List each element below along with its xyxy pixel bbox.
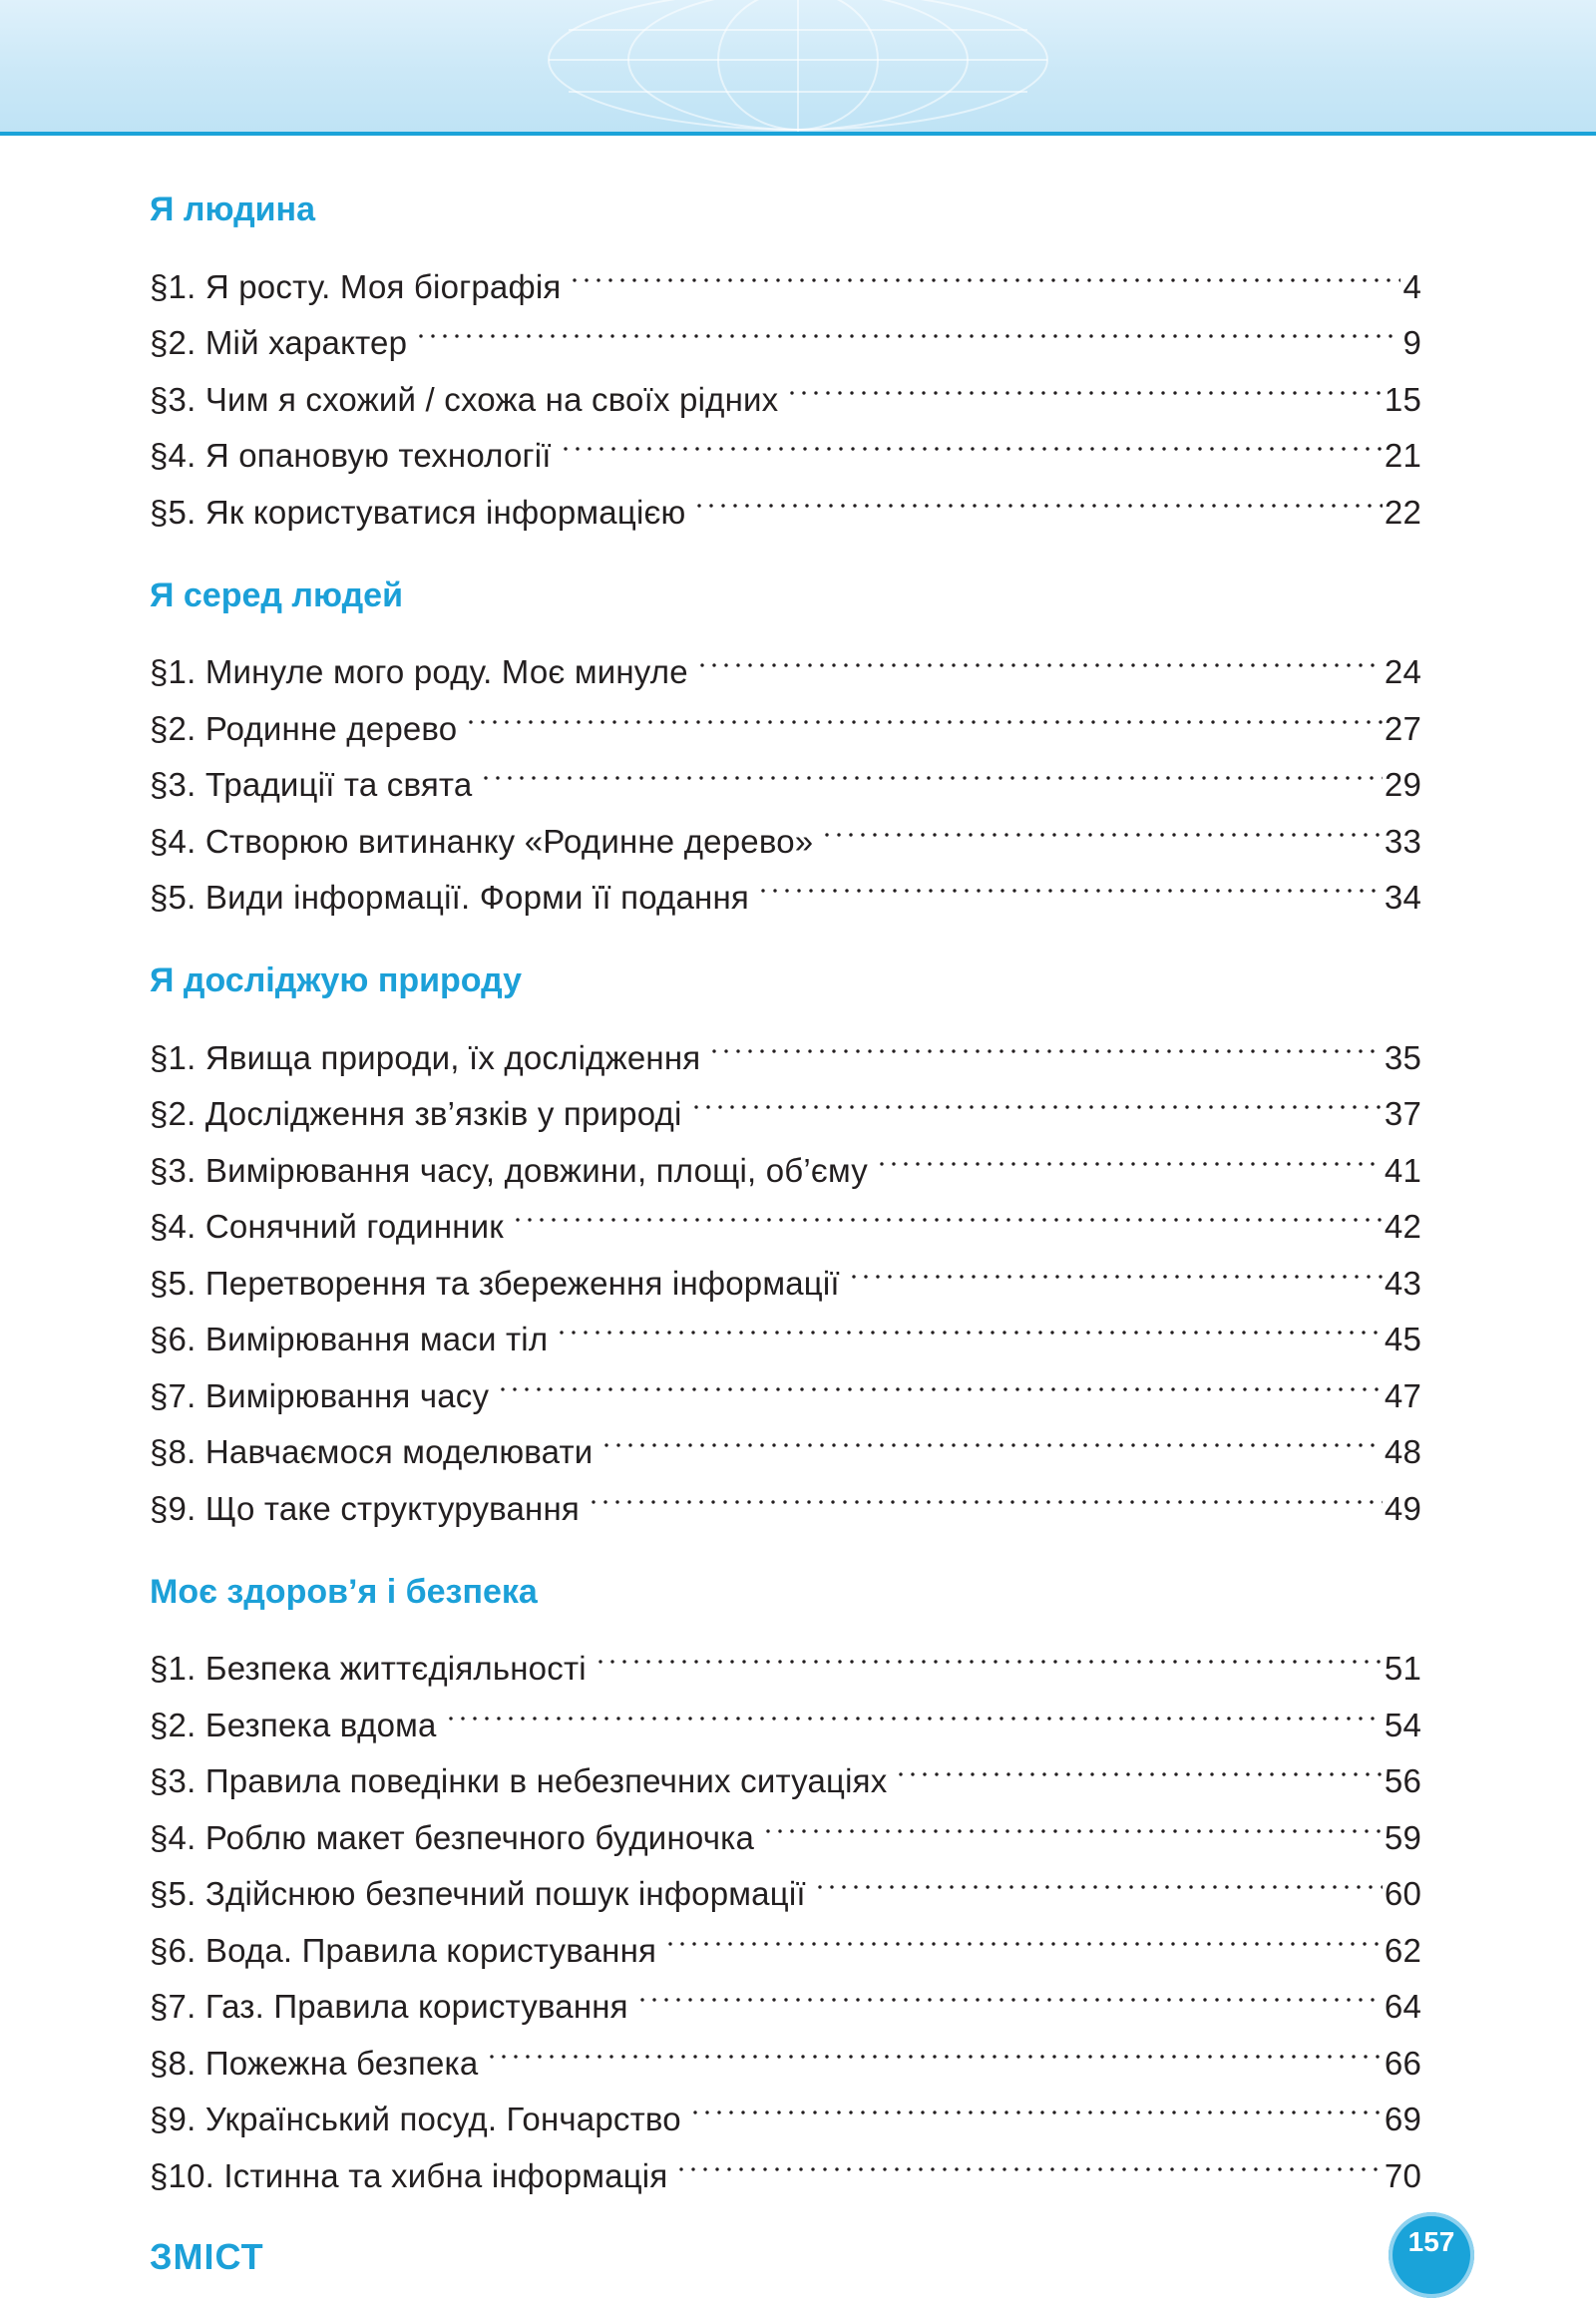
- toc-entry-page: 47: [1384, 1376, 1421, 1414]
- toc-entry-gap: [196, 1641, 204, 1698]
- toc-entry-title: Правила поведінки в небезпечних ситуаціях: [204, 1762, 888, 1799]
- toc-entry-gap: [196, 1923, 204, 1980]
- toc-entry-number: §6.: [150, 1321, 197, 1357]
- toc-entry: [150, 1624, 1421, 1687]
- toc-section: [150, 188, 1421, 531]
- toc-entry-title: Як користуватися інформацією: [204, 493, 686, 531]
- toc-entry-page: 27: [1384, 709, 1421, 747]
- dot-leader: [595, 1624, 1383, 1681]
- globe-decoration-icon: [0, 0, 1596, 132]
- toc-entry-title: Дослідження зв’язків у природі: [204, 1095, 682, 1132]
- dot-leader: [569, 241, 1400, 298]
- toc-entry-gap: [196, 1979, 204, 2036]
- toc-entry-number: §3.: [150, 1151, 197, 1189]
- page-number: 157: [1407, 2226, 1455, 2257]
- dot-leader: [696, 627, 1383, 684]
- toc-entry-gap: [196, 644, 204, 701]
- toc-entry-page: 70: [1384, 2156, 1421, 2194]
- toc-entry-number: §9.: [150, 1489, 197, 1527]
- toc-list: [150, 1624, 1421, 2194]
- toc-entry-number: §1.: [150, 267, 197, 305]
- toc-entry-title: Навчаємося моделювати: [204, 1433, 594, 1470]
- toc-entry-page: 66: [1384, 2044, 1421, 2082]
- toc-entry-title: Родинне дерево: [204, 709, 458, 747]
- dot-leader: [664, 1905, 1383, 1962]
- dot-leader: [693, 467, 1382, 524]
- toc-entry-page: 60: [1384, 1875, 1421, 1912]
- toc-list: [150, 627, 1421, 916]
- toc-entry-title: Здійснюю безпечний пошук інформації: [204, 1875, 806, 1912]
- toc-entry-gap: [196, 757, 204, 814]
- toc-entry-gap: [196, 428, 204, 485]
- toc-entry-page: 64: [1384, 1988, 1421, 2025]
- toc-entry-page: 15: [1384, 380, 1421, 418]
- toc-entry-gap: [196, 1368, 204, 1425]
- toc-entry-title: Пожежна безпека: [204, 2044, 479, 2082]
- toc-entry-page: 9: [1402, 324, 1421, 361]
- toc-entry-gap: [196, 372, 204, 429]
- dot-leader: [814, 1849, 1383, 1906]
- toc-entry-number: §4.: [150, 437, 197, 474]
- dot-leader: [600, 1407, 1382, 1464]
- toc-entry-number: §2.: [150, 709, 197, 747]
- toc-entry-gap: [196, 1086, 204, 1143]
- toc-entry-title: Я росту. Моя біографія: [204, 267, 562, 305]
- toc-entry-title: Чим я схожий / схожа на своїх рідних: [204, 380, 779, 418]
- dot-leader: [757, 853, 1383, 910]
- toc-entry-gap: [196, 315, 204, 372]
- toc-entry-gap: [196, 1424, 204, 1481]
- toc-entry-number: §2.: [150, 324, 197, 361]
- dot-leader: [560, 411, 1383, 468]
- toc-entry-page: 4: [1402, 267, 1421, 305]
- toc-entry-title: Вода. Правила користування: [204, 1931, 657, 1969]
- dot-leader: [690, 1069, 1383, 1126]
- toc-entry-title: Мій характер: [204, 324, 408, 361]
- footer-title: ЗМІСТ: [150, 2236, 264, 2277]
- section-title: Я людина: [150, 191, 315, 228]
- toc-entry-title: Український посуд. Гончарство: [204, 2101, 681, 2137]
- toc-entry-number: §8.: [150, 2044, 197, 2082]
- toc-entry-page: 21: [1384, 437, 1421, 474]
- toc-entry-gap: [196, 814, 204, 871]
- section-title: Я серед людей: [150, 575, 403, 614]
- section-title: Моє здоров’я і безпека: [150, 1572, 538, 1611]
- dot-leader: [689, 2075, 1383, 2131]
- toc-entry-number: §3.: [150, 766, 197, 803]
- toc-entry-number: §3.: [150, 1762, 197, 1799]
- toc-entry-number: §3.: [150, 380, 197, 418]
- toc-entry-title: Вимірювання маси тіл: [204, 1321, 549, 1357]
- toc-entry-title: Я опановую технології: [204, 437, 552, 474]
- page-number-badge: [1389, 2212, 1474, 2298]
- toc-entry-number: §4.: [150, 822, 197, 860]
- header-rule: [0, 132, 1596, 136]
- toc-entry-title: Безпека життєдіяльності: [204, 1650, 587, 1687]
- toc-entry-number: §5.: [150, 1264, 197, 1302]
- toc-section: [150, 574, 1421, 916]
- toc-entry-page: 24: [1384, 653, 1421, 690]
- toc-entry-page: 59: [1384, 1818, 1421, 1856]
- toc-entry-gap: [196, 1312, 204, 1368]
- toc-entry-number: §10.: [150, 2156, 215, 2194]
- toc-entry: [150, 1012, 1421, 1076]
- dot-leader: [556, 1295, 1383, 1351]
- toc-section: [150, 1570, 1421, 2194]
- toc-list: [150, 241, 1421, 531]
- toc-section: [150, 958, 1421, 1527]
- toc-entry-number: §4.: [150, 1818, 197, 1856]
- toc-entry-gap: [196, 1481, 204, 1538]
- toc-entry-title: Перетворення та збереження інформації: [204, 1264, 840, 1302]
- toc-entry-page: 48: [1384, 1433, 1421, 1470]
- dot-leader: [876, 1125, 1383, 1182]
- toc-entry-title: Традиції та свята: [204, 766, 473, 803]
- toc-entry-gap: [196, 1143, 204, 1200]
- toc-entry-title: Сонячний годинник: [204, 1208, 504, 1245]
- toc-entry-number: §5.: [150, 1875, 197, 1912]
- toc-entry-number: §9.: [150, 2101, 197, 2137]
- toc-entry-page: 43: [1384, 1264, 1421, 1302]
- toc-entry-number: §1.: [150, 653, 197, 690]
- toc-entry-gap: [196, 2092, 204, 2148]
- toc-entry-title: Роблю макет безпечного будиночка: [204, 1818, 755, 1856]
- toc-entry-number: §7.: [150, 1988, 197, 2025]
- toc-entry-gap: [196, 485, 204, 542]
- toc-entry-page: 54: [1384, 1706, 1421, 1743]
- toc-entry-gap: [196, 701, 204, 758]
- toc-entry-gap: [196, 1698, 204, 1754]
- dot-leader: [786, 354, 1383, 411]
- dot-leader: [497, 1350, 1383, 1407]
- dot-leader: [895, 1736, 1382, 1793]
- toc-entry-gap: [196, 1256, 204, 1313]
- toc-entry-gap: [196, 1030, 204, 1087]
- toc-entry-number: §2.: [150, 1706, 197, 1743]
- toc-entry-page: 33: [1384, 822, 1421, 860]
- toc-entry-gap: [196, 870, 204, 927]
- toc-entry: [150, 241, 1421, 305]
- toc-entry-page: 37: [1384, 1095, 1421, 1132]
- toc-entry-title: Вимірювання часу: [204, 1376, 490, 1414]
- section-title: Я досліджую природу: [150, 961, 523, 999]
- toc-entry-page: 45: [1384, 1321, 1421, 1357]
- dot-leader: [762, 1792, 1383, 1849]
- toc-entry-title: Безпека вдома: [204, 1706, 437, 1743]
- toc-entry-page: 41: [1384, 1151, 1421, 1189]
- toc-entry-title: Явища природи, їх дослідження: [204, 1038, 701, 1076]
- toc-entry-gap: [196, 1753, 204, 1810]
- toc-entry-page: 49: [1384, 1489, 1421, 1527]
- table-of-contents: [150, 188, 1421, 2237]
- toc-entry-gap: [196, 259, 204, 316]
- toc-entry-number: §4.: [150, 1208, 197, 1245]
- toc-entry-title: Створюю витинанку «Родинне дерево»: [204, 822, 814, 860]
- toc-entry-gap: [196, 2036, 204, 2093]
- toc-entry-title: Що таке структурування: [204, 1489, 580, 1527]
- toc-entry-number: §7.: [150, 1376, 197, 1414]
- dot-leader: [480, 740, 1382, 797]
- toc-entry-page: 29: [1384, 766, 1421, 803]
- toc-entry-number: §8.: [150, 1433, 197, 1470]
- toc-entry-number: §5.: [150, 879, 197, 916]
- dot-leader: [848, 1238, 1383, 1295]
- toc-entry-page: 34: [1384, 879, 1421, 916]
- dot-leader: [821, 796, 1383, 853]
- dot-leader: [512, 1182, 1383, 1239]
- dot-leader: [675, 2130, 1382, 2187]
- dot-leader: [588, 1463, 1383, 1520]
- toc-entry-title: Минуле мого роду. Моє минуле: [204, 653, 688, 690]
- toc-entry-gap: [214, 2148, 223, 2205]
- toc-entry-page: 35: [1384, 1038, 1421, 1076]
- toc-entry-title: Газ. Правила користування: [204, 1988, 628, 2025]
- toc-entry-page: 62: [1384, 1931, 1421, 1969]
- toc-entry-gap: [196, 1199, 204, 1256]
- toc-list: [150, 1012, 1421, 1527]
- dot-leader: [636, 1962, 1383, 2019]
- toc-entry-page: 22: [1384, 493, 1421, 531]
- toc-entry-title: Вимірювання часу, довжини, площі, об’єму: [204, 1151, 868, 1189]
- toc-entry-number: §1.: [150, 1038, 197, 1076]
- dot-leader: [708, 1012, 1383, 1069]
- toc-entry-number: §5.: [150, 493, 197, 531]
- toc-entry-title: Істинна та хибна інформація: [223, 2156, 668, 2194]
- header-band: [0, 0, 1596, 132]
- toc-entry-page: 69: [1384, 2101, 1421, 2137]
- toc-entry-title: Види інформації. Форми її подання: [204, 879, 749, 916]
- toc-entry-number: §2.: [150, 1095, 197, 1132]
- toc-entry-gap: [196, 1810, 204, 1867]
- dot-leader: [486, 2018, 1382, 2075]
- dot-leader: [465, 683, 1383, 740]
- dot-leader: [445, 1680, 1383, 1736]
- toc-entry-page: 51: [1384, 1650, 1421, 1687]
- toc-entry-number: §6.: [150, 1931, 197, 1969]
- toc-entry: [150, 627, 1421, 690]
- toc-entry-gap: [196, 1866, 204, 1923]
- dot-leader: [415, 298, 1400, 355]
- toc-entry-page: 56: [1384, 1762, 1421, 1799]
- toc-entry-page: 42: [1384, 1208, 1421, 1245]
- toc-entry-number: §1.: [150, 1650, 197, 1687]
